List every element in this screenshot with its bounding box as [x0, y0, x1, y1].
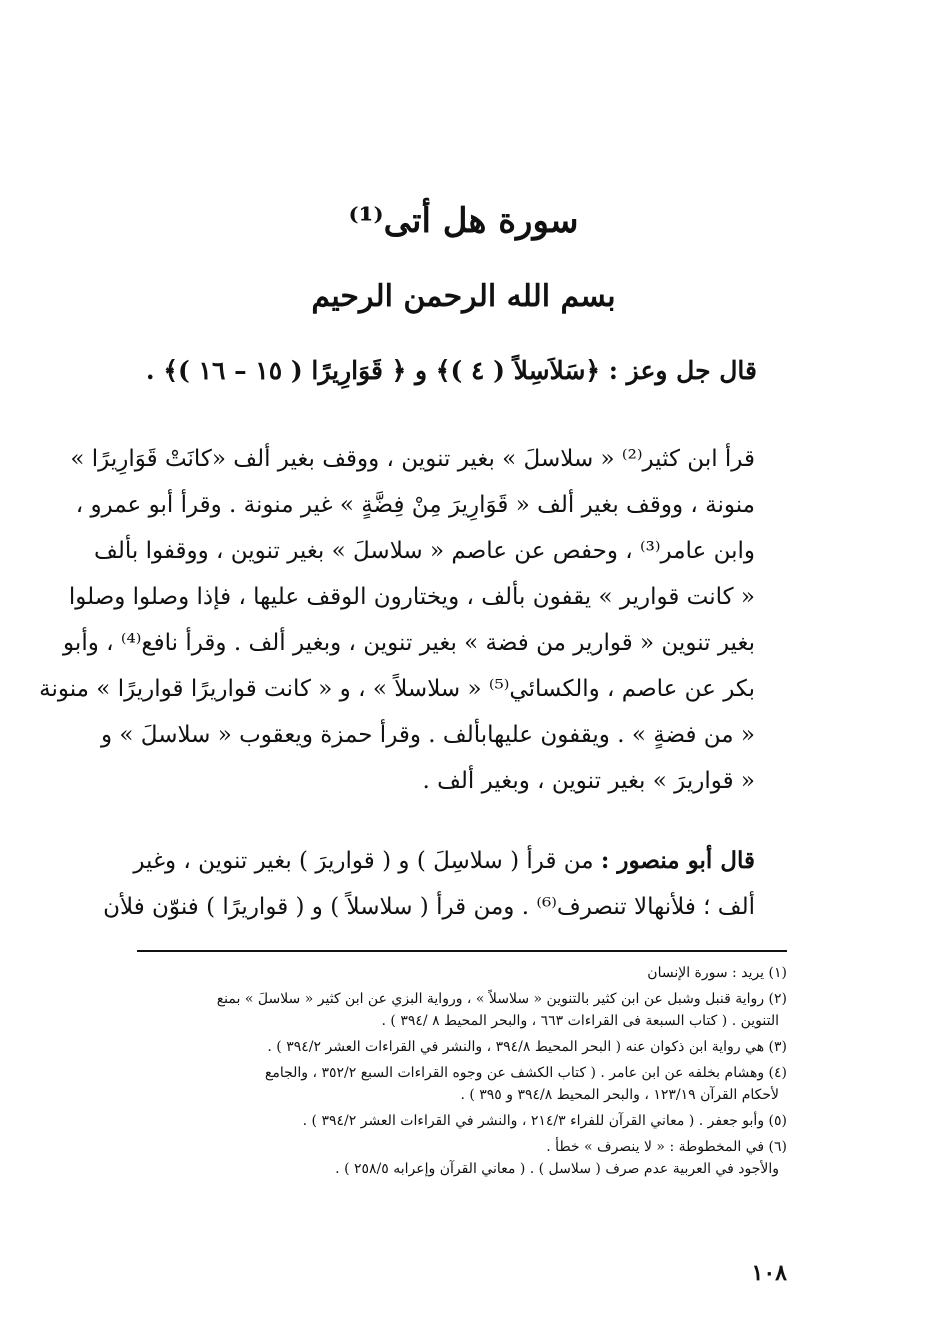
footnote: (١) يريد : سورة الإنسان — [647, 965, 787, 981]
footnote-divider — [137, 950, 787, 952]
paragraph-line: بغير تنوين « قوارير من فضة » بغير تنوين ، وبغير ألف . وقرأ نافع⁽⁴⁾ ، وأبو — [63, 630, 755, 656]
footnote: (٤) وهشام بخلفه عن ابن عامر . ( كتاب الكشف عن وجوه القراءات السبع ٣٥٢/٢ ، والجامع — [264, 1065, 787, 1081]
paragraph-line: « من فضةٍ » . ويقفون عليهابألف . وقرأ حمزة ويعقوب « سلاسلَ » و — [100, 722, 755, 748]
footnote-continuation: التنوين . ( كتاب السبعة فى القراءات ٦٦٣ ، والبحر المحيط ٨ /٣٩٤ ) . — [381, 1013, 779, 1029]
footnote: (٥) وأبو جعفر . ( معاني القرآن للفراء ٢١٤/٣ ، والنشر في القراءات العشر ٣٩٤/٢ ) . — [302, 1113, 787, 1129]
paragraph-line: منونة ، ووقف بغير ألف « قَوَارِيرَ مِنْ فِضَّةٍ » غير منونة . وقرأ أبو عمرو ، — [75, 492, 755, 518]
paragraph-line-rest: من قرأ ( سلاسِلَ ) و ( قواريرَ ) بغير تنوين ، وغير — [133, 848, 601, 874]
paragraph-lead: قال أبو منصور : — [600, 847, 755, 874]
paragraph-line: قرأ ابن كثير⁽²⁾ « سلاسلَ » بغير تنوين ، ووقف بغير ألف «كانَتْ قَوَارِيرًا » — [70, 446, 755, 472]
surah-title: سورة هل أتى⁽¹⁾ — [348, 201, 579, 241]
basmala: بسم الله الرحمن الرحيم — [311, 279, 616, 314]
paragraph-line: بكر عن عاصم ، والكسائي⁽⁵⁾ « سلاسلاً » ، و « كانت قواريرًا قواريرًا » منونة — [39, 676, 755, 702]
footnote: (٣) هي رواية ابن ذكوان عنه ( البحر المحيط ٣٩٤/٨ ، والنشر في القراءات العشر ٣٩٤/٢ ) . — [267, 1039, 787, 1055]
paragraph-readings — [39, 436, 755, 804]
paragraph-line: « قواريرَ » بغير تنوين ، وبغير ألف . — [422, 768, 755, 794]
footnotes — [131, 962, 787, 1184]
paragraph-line — [135, 838, 755, 884]
footnote: (٢) رواية قنبل وشبل عن ابن كثير بالتنوين « سلاسلاً » ، ورواية البزي عن ابن كثير « سلاسلَ » بمنع — [216, 991, 787, 1007]
footnote-continuation: والأجود في العربية عدم صرف ( سلاسل ) . ( معاني القرآن وإعرابه ٢٥٨/٥ ) . — [335, 1161, 779, 1177]
paragraph-line: وابن عامر⁽³⁾ ، وحفص عن عاصم « سلاسلَ » بغير تنوين ، ووقفوا بألف — [94, 538, 755, 564]
verse-heading: قال جل وعز : ﴿سَلاَسِلاً ( ٤ )﴾ و ﴿ قَوَارِيرًا ( ١٥ – ١٦ )﴾ . — [145, 356, 757, 385]
paragraph-line: ألف ؛ فلأنهالا تنصرف⁽⁶⁾ . ومن قرأ ( سلاسلاً ) و ( قواريرًا ) فنوّن فلأن — [103, 894, 755, 920]
footnote: (٦) في المخطوطة : « لا ينصرف » خطأ . — [546, 1139, 787, 1155]
paragraph-commentary — [103, 838, 755, 930]
page-number: ١٠٨ — [751, 1260, 787, 1286]
paragraph-line: « كانت قوارير » يقفون بألف ، ويختارون الوقف عليها ، فإذا وصلوا وصلوا — [68, 584, 755, 610]
footnote-continuation: لأحكام القرآن ١٢٣/١٩ ، والبحر المحيط ٣٩٤/٨ و ٣٩٥ ) . — [460, 1087, 779, 1103]
